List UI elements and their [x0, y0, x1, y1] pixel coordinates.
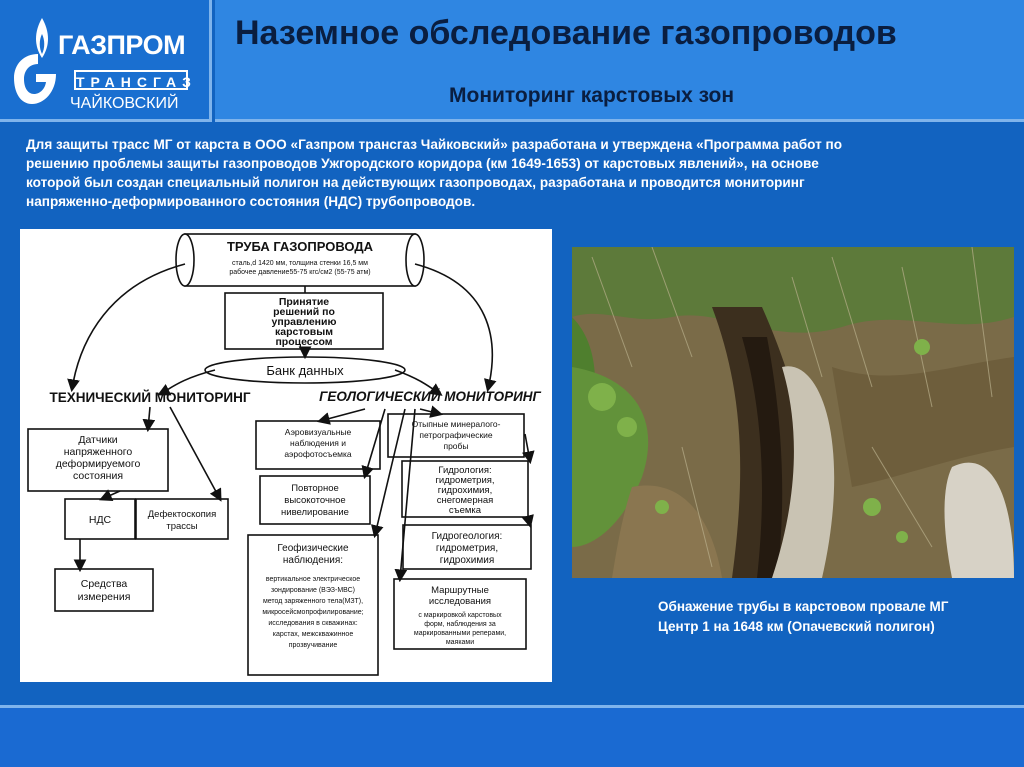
svg-text:зондирование (ВЭЗ-МВС): зондирование (ВЭЗ-МВС)	[271, 587, 355, 594]
nds-box: НДС	[88, 514, 112, 526]
svg-text:Дефектоскопия: Дефектоскопия	[147, 509, 217, 520]
svg-text:карстовым: карстовым	[275, 326, 333, 338]
pipe-title: ТРУБА ГАЗОПРОВОДА	[226, 239, 374, 254]
intro-line: Для защиты трасс МГ от карста в ООО «Газпром трансгаз Чайковский» разработана и утверждена «Программа работ по	[26, 137, 843, 152]
svg-text:гидрохимия: гидрохимия	[439, 555, 495, 566]
defect-box	[148, 509, 217, 532]
page-title: Наземное обследование газопроводов	[235, 14, 897, 52]
svg-text:гидрометрия,: гидрометрия,	[435, 543, 499, 554]
svg-text:карстах, межскважинное: карстах, межскважинное	[272, 631, 354, 638]
caption-line: Центр 1 на 1648 км (Опачевский полигон)	[658, 619, 935, 634]
svg-text:высокоточное: высокоточное	[284, 495, 346, 506]
svg-text:Гидрогеология:: Гидрогеология:	[431, 531, 503, 542]
svg-text:пробы: пробы	[443, 441, 469, 451]
samples-box	[412, 419, 501, 451]
svg-text:с маркировкой карстовых: с маркировкой карстовых	[418, 612, 502, 619]
svg-text:процессом: процессом	[275, 336, 333, 348]
geophysics-box	[262, 542, 363, 649]
svg-text:гидрометрия,: гидрометрия,	[435, 475, 495, 486]
tools-box	[78, 578, 131, 603]
svg-text:Геофизические: Геофизические	[277, 543, 349, 554]
svg-text:Отыпные минералого-: Отыпные минералого-	[411, 419, 501, 429]
svg-text:петрографические: петрографические	[419, 430, 493, 440]
svg-text:управлению: управлению	[271, 316, 337, 328]
geo-monitoring-heading: ГЕОЛОГИЧЕСКИЙ МОНИТОРИНГ	[319, 389, 541, 404]
svg-text:состояния: состояния	[72, 470, 124, 482]
svg-text:Принятие: Принятие	[278, 296, 330, 308]
svg-text:прозвучивание: прозвучивание	[288, 642, 338, 649]
svg-text:микросейсмопрофилирование;: микросейсмопрофилирование;	[262, 609, 364, 616]
svg-text:наблюдения и: наблюдения и	[290, 438, 346, 448]
svg-text:Средства: Средства	[80, 578, 128, 590]
svg-text:наблюдения:: наблюдения:	[282, 555, 344, 566]
pipe-spec-1: сталь,d 1420 мм, толщина стенки 16,5 мм	[232, 260, 368, 267]
svg-text:маяками: маяками	[445, 639, 475, 646]
svg-text:нивелирование: нивелирование	[281, 507, 349, 518]
svg-text:гидрохимия,: гидрохимия,	[437, 485, 493, 496]
svg-text:напряженного: напряженного	[63, 446, 133, 458]
intro-line: напряженно-деформированного состояния (НДС) трубопроводов.	[26, 194, 476, 209]
gazprom-flame-icon	[12, 16, 60, 106]
logo-line-transgaz: ТРАНСГАЗ	[74, 70, 188, 90]
svg-text:исследования в скважинах:: исследования в скважинах:	[268, 620, 358, 627]
hydrology-box	[435, 465, 494, 516]
svg-text:измерения: измерения	[77, 591, 131, 603]
svg-text:трассы: трассы	[166, 521, 198, 532]
svg-text:маркированными реперами,: маркированными реперами,	[413, 630, 507, 637]
svg-text:исследования: исследования	[428, 596, 492, 607]
aero-box	[284, 427, 352, 459]
company-logo	[0, 0, 212, 122]
svg-text:Повторное: Повторное	[291, 483, 339, 494]
photo-caption	[658, 597, 948, 637]
svg-text:аэрофотосъемка: аэрофотосъемка	[284, 449, 352, 459]
svg-text:Аэровизуальные: Аэровизуальные	[284, 427, 352, 437]
hydrogeology-box	[432, 531, 503, 566]
svg-text:снегомерная: снегомерная	[436, 495, 494, 506]
karst-sinkhole-photo	[572, 247, 1014, 578]
sensors-box	[56, 434, 141, 482]
decision-box	[272, 296, 337, 348]
logo-line-chaikovsky: ЧАЙКОВСКИЙ	[70, 95, 179, 112]
caption-line: Обнажение трубы в карстовом провале МГ	[658, 599, 949, 614]
tech-monitoring-heading: ТЕХНИЧЕСКИЙ МОНИТОРИНГ	[49, 390, 251, 405]
svg-text:вертикальное электрическое: вертикальное электрическое	[265, 576, 361, 583]
intro-line: решению проблемы защиты газопроводов Ужгородского коридора (км 1649-1653) от карстовых явлений», на основе	[26, 156, 819, 171]
logo-line-gazprom: ГАЗПРОМ	[58, 30, 186, 60]
svg-text:деформируемого: деформируемого	[55, 458, 141, 470]
intro-line: которой был создан специальный полигон на действующих газопроводах, разработана и проводится мониторинг	[26, 175, 805, 190]
pipe-spec-2: рабочее давление55-75 кгс/см2 (55-75 атм)	[229, 269, 371, 276]
svg-text:Датчики: Датчики	[78, 434, 118, 446]
route-box	[414, 585, 506, 646]
svg-text:решений по: решений по	[273, 306, 335, 318]
leveling-box	[281, 483, 349, 518]
monitoring-diagram	[20, 229, 552, 682]
svg-text:форм, наблюдения за: форм, наблюдения за	[424, 621, 496, 628]
svg-text:Гидрология:: Гидрология:	[438, 465, 492, 476]
page-subtitle: Мониторинг карстовых зон	[449, 84, 735, 107]
databank-label: Банк данных	[266, 363, 344, 378]
intro-paragraph	[26, 135, 896, 211]
svg-text:метод заряженного тела(МЗТ),: метод заряженного тела(МЗТ),	[262, 598, 364, 605]
svg-text:Маршрутные: Маршрутные	[431, 585, 489, 596]
svg-text:съемка: съемка	[448, 505, 482, 516]
footer-bar	[0, 705, 1024, 767]
